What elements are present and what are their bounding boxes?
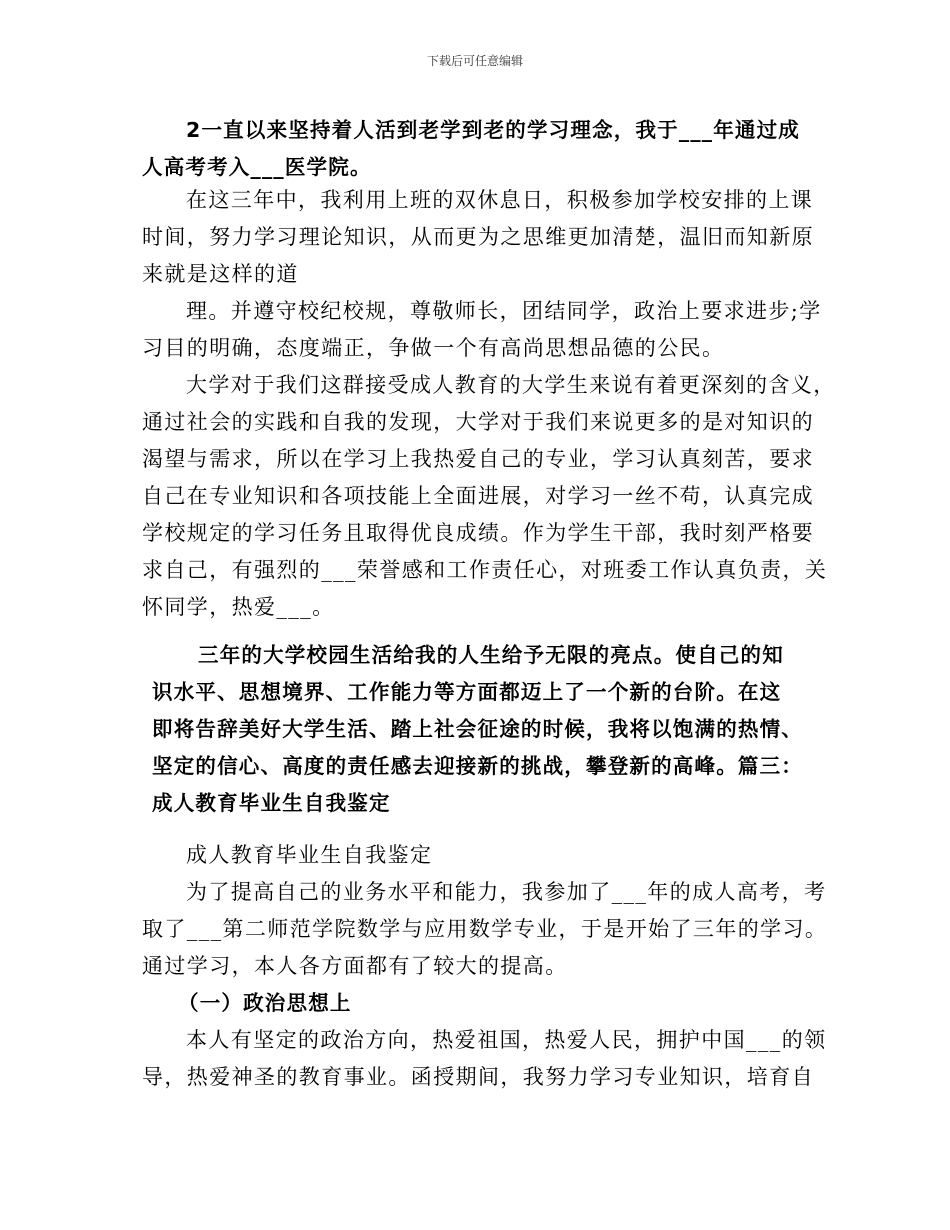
text-line: 时间，努力学习理论知识，从而更为之思维更加清楚，温旧而知新原 bbox=[142, 225, 814, 249]
paragraph-intro bbox=[142, 112, 810, 186]
paragraph-self-assessment bbox=[142, 837, 828, 985]
text-line: 导，热爱神圣的教育事业。函授期间，我努力学习专业知识，培育自 bbox=[142, 1065, 814, 1089]
text-line: 渴望与需求，所以在学习上我热爱自己的专业，学习认真刻苦，要求 bbox=[142, 447, 814, 471]
section-title: 成人教育毕业生自我鉴定 bbox=[186, 843, 433, 867]
text-line: 求自己，有强烈的___荣誉感和工作责任心，对班委工作认真负责，关 bbox=[142, 558, 828, 582]
text-line: 自己在专业知识和各项技能上全面进展，对学习一丝不苟，认真完成 bbox=[142, 484, 814, 508]
text-line: 人高考考入___医学院。 bbox=[142, 155, 372, 179]
text-line: 识水平、思想境界、工作能力等方面都迈上了一个新的台阶。在这 bbox=[152, 680, 782, 704]
page-header: 下载后可任意编辑 bbox=[426, 54, 523, 68]
paragraph-political bbox=[142, 985, 827, 1096]
text-line: 成人教育毕业生自我鉴定 bbox=[152, 791, 391, 815]
text-line: 来就是这样的道 bbox=[142, 262, 299, 286]
text-line: 取了___第二师范学院数学与应用数学专业，于是开始了三年的学习。 bbox=[142, 917, 828, 941]
paragraph-conclusion bbox=[152, 637, 820, 822]
subsection-heading: （一）政治思想上 bbox=[178, 991, 352, 1015]
text-line: 怀同学，热爱___。 bbox=[142, 595, 335, 619]
text-line: 通过社会的实践和自我的发现，大学对于我们来说更多的是对知识的 bbox=[142, 410, 814, 434]
text-line: 三年的大学校园生活给我的人生给予无限的亮点。使自己的知 bbox=[198, 643, 784, 667]
paragraph-discipline bbox=[142, 293, 822, 367]
text-line: 2一直以来坚持着人活到老学到老的学习理念，我于___年通过成 bbox=[186, 118, 801, 142]
text-line: 本人有坚定的政治方向，热爱祖国，热爱人民，拥护中国___的领 bbox=[186, 1028, 827, 1052]
text-line: 通过学习，本人各方面都有了较大的提高。 bbox=[142, 954, 568, 978]
paragraph-university-meaning bbox=[142, 367, 836, 626]
text-line: 大学对于我们这群接受成人教育的大学生来说有着更深刻的含义， bbox=[186, 373, 836, 397]
paragraph-three-years bbox=[142, 182, 814, 293]
text-line: 即将告辞美好大学生活、踏上社会征途的时候，我将以饱满的热情、 bbox=[152, 717, 803, 741]
text-line: 为了提高自己的业务水平和能力，我参加了___年的成人高考，考 bbox=[186, 880, 827, 904]
text-line: 学校规定的学习任务且取得优良成绩。作为学生干部，我时刻严格要 bbox=[142, 521, 814, 545]
text-line: 习目的明确，态度端正，争做一个有高尚思想品德的公民。 bbox=[142, 336, 725, 360]
text-line: 坚定的信心、高度的责任感去迎接新的挑战，攀登新的高峰。篇三： bbox=[152, 754, 803, 778]
text-line: 在这三年中，我利用上班的双休息日，积极参加学校安排的上课 bbox=[186, 188, 814, 212]
text-line: 理。并遵守校纪校规，尊敬师长，团结同学，政治上要求进步;学 bbox=[186, 299, 822, 323]
